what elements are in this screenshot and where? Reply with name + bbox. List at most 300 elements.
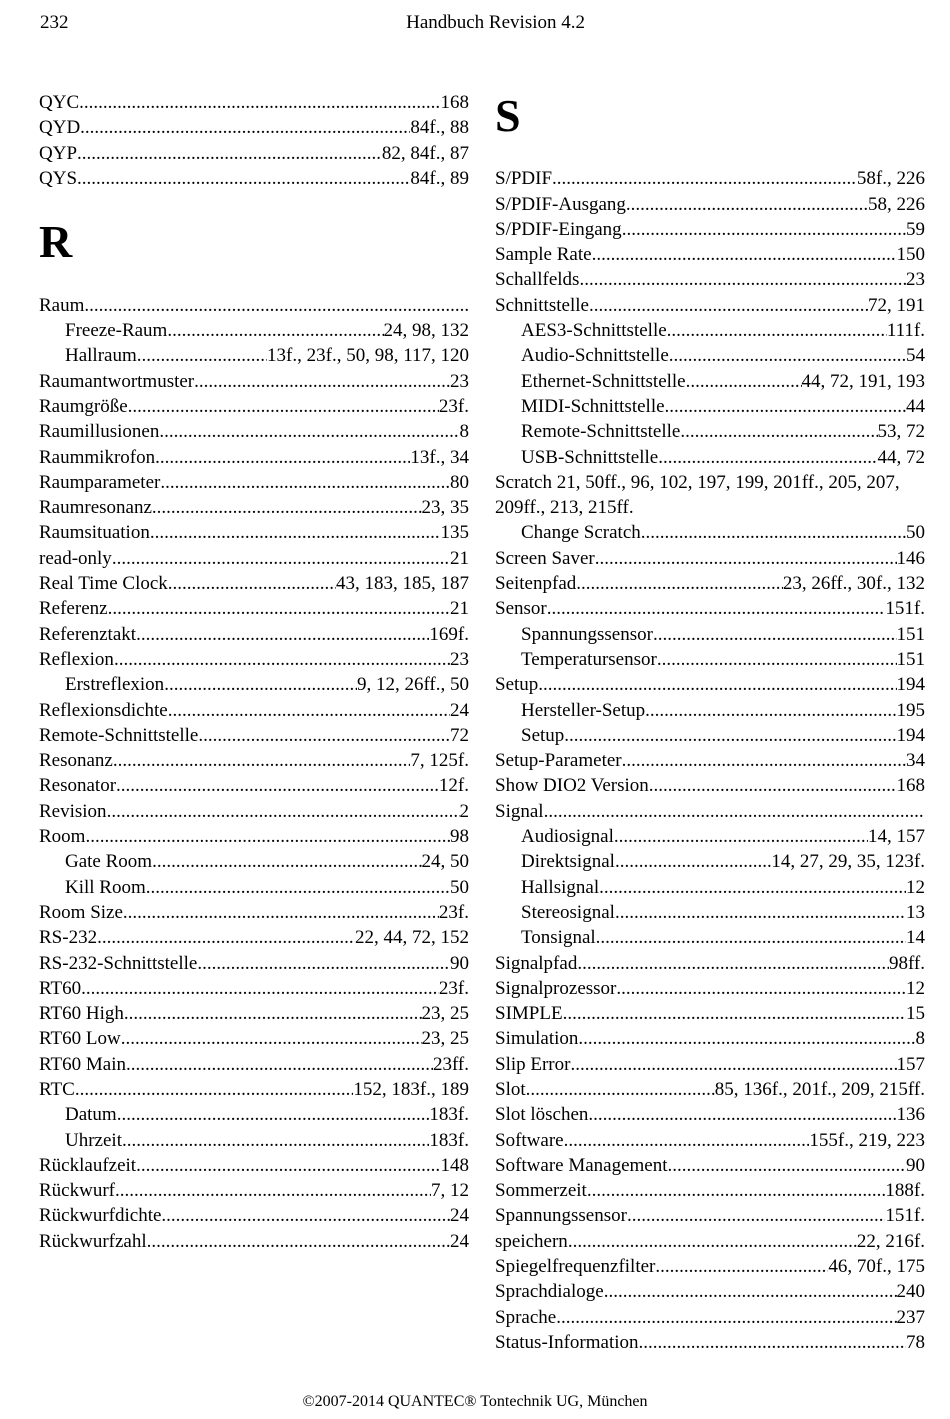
dot-leader: [592, 242, 897, 267]
index-term: Freeze-Raum: [65, 320, 168, 342]
index-entry: [39, 900, 469, 925]
dot-leader: [655, 1254, 828, 1279]
dot-leader: [113, 748, 411, 773]
dot-leader: [626, 192, 868, 217]
index-term: Kill Room: [65, 876, 146, 898]
dot-leader: [84, 293, 469, 318]
dot-leader: [159, 419, 459, 444]
index-term: Rückwurfdichte: [39, 1205, 162, 1227]
index-subentry: [39, 875, 469, 900]
index-entry: [495, 546, 925, 571]
index-entry: [495, 1153, 925, 1178]
index-entry: [495, 951, 925, 976]
index-pages: 183f.: [429, 1129, 469, 1151]
index-pages: 15: [906, 1003, 925, 1025]
index-subentry: [495, 394, 925, 419]
index-term: RS-232: [39, 927, 98, 949]
index-pages: 13f., 23f., 50, 98, 117, 120: [267, 345, 469, 367]
index-pages: 24, 50: [421, 851, 469, 873]
dot-leader: [124, 1001, 422, 1026]
index-term: Ethernet-Schnittstelle: [521, 370, 686, 392]
dot-leader: [114, 647, 450, 672]
index-pages: 9, 12, 26ff., 50: [356, 674, 469, 696]
index-entry: [495, 1279, 925, 1304]
index-pages: 23f.: [438, 977, 469, 999]
index-term: S/PDIF: [495, 168, 553, 190]
index-term: Datum: [65, 1104, 117, 1126]
dot-leader: [126, 1052, 433, 1077]
dot-leader: [578, 1026, 915, 1051]
index-subentry: [495, 647, 925, 672]
index-term: Audiosignal: [521, 826, 614, 848]
index-pages: 12: [906, 876, 925, 898]
dot-leader: [649, 773, 897, 798]
index-pages: 44: [906, 395, 925, 417]
index-entry: [495, 1229, 925, 1254]
index-pages: 148: [440, 1154, 469, 1176]
index-pages: 188f.: [885, 1180, 925, 1202]
index-term: Schnittstelle: [495, 294, 589, 316]
index-pages: 58f., 226: [856, 168, 925, 190]
index-term: Setup: [521, 724, 565, 746]
index-pages: 43, 183, 185, 187: [336, 573, 469, 595]
index-subentry: [495, 318, 925, 343]
index-pages: 12f.: [438, 775, 469, 797]
index-term: Show DIO2 Version: [495, 775, 649, 797]
index-pages: 21: [450, 598, 469, 620]
index-entry: [495, 470, 925, 521]
index-pages: 23, 26ff., 30f., 132: [782, 573, 925, 595]
index-entry: [39, 166, 469, 191]
index-term: Remote-Schnittstelle: [521, 421, 681, 443]
dot-leader: [615, 900, 906, 925]
dot-leader: [570, 1052, 896, 1077]
dot-leader: [563, 1001, 906, 1026]
dot-leader: [77, 166, 410, 191]
dot-leader: [75, 1077, 354, 1102]
index-term: Signal: [495, 800, 544, 822]
index-entry: [39, 1229, 469, 1254]
index-subentry: [39, 1102, 469, 1127]
dot-leader: [194, 369, 450, 394]
index-term: Stereosignal: [521, 901, 615, 923]
index-term: Software: [495, 1129, 564, 1151]
dot-leader: [112, 546, 450, 571]
index-pages: 136: [896, 1104, 925, 1126]
dot-leader: [198, 723, 450, 748]
section-letter-heading: R: [39, 216, 73, 268]
index-entry: [495, 1052, 925, 1077]
index-entry: [39, 1203, 469, 1228]
index-pages: 85, 136f., 201f., 209, 215ff.: [714, 1078, 925, 1100]
index-entry: [39, 698, 469, 723]
index-pages: 90: [450, 952, 469, 974]
dot-leader: [152, 849, 421, 874]
index-term: Software Management: [495, 1154, 668, 1176]
index-entry: [495, 293, 925, 318]
dot-leader: [155, 445, 410, 470]
index-pages: 98ff.: [888, 952, 925, 974]
index-pages: 23f.: [438, 901, 469, 923]
index-pages: 84f., 89: [410, 167, 469, 189]
index-term: Audio-Schnittstelle: [521, 345, 669, 367]
index-term: RTC: [39, 1078, 75, 1100]
index-term: AES3-Schnittstelle: [521, 320, 667, 342]
index-term: Raumresonanz: [39, 497, 152, 519]
dot-leader: [136, 1153, 440, 1178]
index-pages: 14: [906, 927, 925, 949]
index-term: QYD: [39, 117, 81, 139]
index-subentry: [495, 369, 925, 394]
index-term: Scratch: [495, 471, 552, 493]
index-entry: [495, 1254, 925, 1279]
index-entry: [495, 976, 925, 1001]
index-term: Sensor: [495, 598, 547, 620]
index-subentry: [495, 445, 925, 470]
index-pages: 21: [450, 547, 469, 569]
index-pages: 84f., 88: [410, 117, 469, 139]
index-pages: 195: [896, 699, 925, 721]
dot-leader: [665, 394, 906, 419]
index-entry: [39, 571, 469, 596]
index-term: Spannungssensor: [495, 1205, 627, 1227]
index-pages: 8: [915, 1028, 925, 1050]
index-pages: 155f., 219, 223: [809, 1129, 925, 1151]
index-term: Slip Error: [495, 1053, 571, 1075]
index-entry: [39, 951, 469, 976]
index-entry: [39, 470, 469, 495]
index-pages: 146: [896, 547, 925, 569]
index-term: Change Scratch: [521, 522, 641, 544]
index-entry: [39, 647, 469, 672]
index-pages: 22, 44, 72, 152: [355, 927, 469, 949]
index-term: MIDI-Schnittstelle: [521, 395, 665, 417]
index-term: Rückwurf: [39, 1180, 115, 1202]
dot-leader: [115, 1178, 431, 1203]
index-pages: 183f.: [429, 1104, 469, 1126]
index-term: Gate Room: [65, 851, 153, 873]
index-entry: [495, 1102, 925, 1127]
section-spacer: [39, 191, 469, 216]
index-term: USB-Schnittstelle: [521, 446, 659, 468]
index-pages: 151f.: [885, 1205, 925, 1227]
dot-leader: [121, 1026, 422, 1051]
dot-leader: [552, 166, 857, 191]
dot-leader: [77, 141, 382, 166]
index-column-right: [495, 90, 925, 1355]
dot-leader: [526, 1077, 715, 1102]
index-term: S/PDIF-Ausgang: [495, 193, 626, 215]
index-entry: [39, 723, 469, 748]
dot-leader: [579, 267, 906, 292]
index-term: S/PDIF-Eingang: [495, 218, 622, 240]
index-pages: 22, 216f.: [856, 1230, 925, 1252]
dot-leader: [197, 951, 450, 976]
dot-leader: [168, 698, 450, 723]
dot-leader: [117, 1102, 430, 1127]
index-term: Schallfelds: [495, 269, 580, 291]
dot-leader: [669, 343, 906, 368]
index-subentry: [495, 849, 925, 874]
index-pages: 169f.: [429, 623, 469, 645]
index-term: Room: [39, 826, 86, 848]
index-subentry: [39, 672, 469, 697]
index-term: speichern: [495, 1230, 568, 1252]
dot-leader: [622, 748, 906, 773]
section-spacer: [39, 267, 469, 292]
index-term: Raum: [39, 294, 85, 316]
index-term: Hersteller-Setup: [521, 699, 646, 721]
index-term: Referenztakt: [39, 623, 137, 645]
index-entry: [39, 445, 469, 470]
dot-leader: [568, 1229, 857, 1254]
index-entry: [39, 622, 469, 647]
dot-leader: [137, 343, 267, 368]
index-entry: [39, 90, 469, 115]
dot-leader: [85, 824, 450, 849]
dot-leader: [564, 1128, 810, 1153]
index-entry: [39, 976, 469, 1001]
index-pages: 21, 50ff., 96, 102, 197, 199, 201ff., 205, 207, 209ff., 213, 215ff.: [495, 471, 900, 519]
index-entry: [39, 799, 469, 824]
page-footer: ©2007-2014 QUANTEC® Tontechnik UG, München: [302, 1393, 648, 1410]
index-pages: 23, 25: [421, 1003, 469, 1025]
index-entry: [39, 748, 469, 773]
index-term: Spannungssensor: [521, 623, 653, 645]
index-entry: [495, 748, 925, 773]
dot-leader: [547, 596, 886, 621]
index-subentry: [495, 824, 925, 849]
index-term: Raumantwortmuster: [39, 370, 195, 392]
dot-leader: [161, 1203, 450, 1228]
dot-leader: [645, 698, 896, 723]
index-subentry: [495, 925, 925, 950]
dot-leader: [653, 622, 897, 647]
index-term: Spiegelfrequenzfilter: [495, 1256, 656, 1278]
index-pages: 23: [450, 370, 469, 392]
index-entry: [495, 571, 925, 596]
dot-leader: [164, 672, 357, 697]
index-entry: [495, 267, 925, 292]
index-entry: [495, 1305, 925, 1330]
index-pages: 2: [459, 800, 469, 822]
index-pages: 24: [450, 699, 469, 721]
dot-leader: [588, 1102, 896, 1127]
index-entry: [39, 773, 469, 798]
index-pages: 44, 72, 191, 193: [801, 370, 925, 392]
index-term: read-only: [39, 547, 112, 569]
index-pages: 59: [906, 218, 925, 240]
dot-leader: [122, 1128, 429, 1153]
index-entry: [495, 1178, 925, 1203]
dot-leader: [615, 849, 771, 874]
index-term: Setup: [495, 674, 539, 696]
index-term: QYP: [39, 142, 78, 164]
index-term: Raumgröße: [39, 395, 128, 417]
index-term: Raumillusionen: [39, 421, 160, 443]
index-pages: 34: [906, 750, 925, 772]
index-entry: [39, 546, 469, 571]
index-term: Direktsignal: [521, 851, 615, 873]
index-term: Seitenpfad: [495, 573, 577, 595]
dot-leader: [108, 596, 450, 621]
index-entry: [39, 141, 469, 166]
dot-leader: [167, 318, 383, 343]
index-entry: [39, 520, 469, 545]
index-term: Referenz: [39, 598, 108, 620]
index-pages: 54: [906, 345, 925, 367]
index-entry: [39, 596, 469, 621]
index-pages: 150: [896, 244, 925, 266]
index-term: Reflexion: [39, 648, 114, 670]
index-pages: 80: [450, 471, 469, 493]
dot-leader: [116, 773, 439, 798]
index-pages: 8: [459, 421, 469, 443]
index-pages: 23: [906, 269, 925, 291]
dot-leader: [587, 1178, 886, 1203]
dot-leader: [680, 419, 877, 444]
index-pages: 24, 98, 132: [383, 320, 469, 342]
index-entry: [39, 1178, 469, 1203]
index-entry: [39, 1077, 469, 1102]
index-term: Resonator: [39, 775, 117, 797]
index-entry: [495, 1026, 925, 1051]
index-subentry: [495, 520, 925, 545]
index-subentry: [495, 622, 925, 647]
page-number: 232: [40, 12, 69, 33]
index-term: Status-Information: [495, 1331, 639, 1353]
index-pages: 151: [896, 623, 925, 645]
index-term: Rückwurfzahl: [39, 1230, 147, 1252]
index-pages: 72, 191: [868, 294, 925, 316]
index-term: Raumsituation: [39, 522, 150, 544]
index-term: Raumparameter: [39, 471, 161, 493]
index-subentry: [39, 1128, 469, 1153]
index-subentry: [495, 419, 925, 444]
dot-leader: [160, 470, 450, 495]
index-term: Signalpfad: [495, 952, 578, 974]
index-pages: 90: [906, 1154, 925, 1176]
index-pages: 24: [450, 1230, 469, 1252]
index-pages: 135: [440, 522, 469, 544]
index-term: Sommerzeit: [495, 1180, 587, 1202]
index-term: Sprachdialoge: [495, 1281, 604, 1303]
index-term: Sample Rate: [495, 244, 592, 266]
dot-leader: [544, 799, 925, 824]
index-entry: [495, 1001, 925, 1026]
index-pages: 23, 35: [421, 497, 469, 519]
index-term: Tonsignal: [521, 927, 596, 949]
index-entry: [39, 925, 469, 950]
index-subentry: [39, 318, 469, 343]
index-pages: 23: [450, 648, 469, 670]
index-entry: [495, 242, 925, 267]
index-term: Simulation: [495, 1028, 579, 1050]
page-header: [40, 8, 585, 38]
dot-leader: [150, 520, 441, 545]
index-pages: 72: [450, 724, 469, 746]
index-pages: 12: [906, 977, 925, 999]
index-pages: 13: [906, 901, 925, 923]
index-entry: [39, 419, 469, 444]
index-entry: [495, 1330, 925, 1355]
index-term: Revision: [39, 800, 107, 822]
index-entry: [495, 672, 925, 697]
dot-leader: [604, 1279, 897, 1304]
index-term: Raummikrofon: [39, 446, 156, 468]
index-pages: 240: [896, 1281, 925, 1303]
dot-leader: [639, 1330, 906, 1355]
index-term: Setup-Parameter: [495, 750, 622, 772]
index-pages: 13f., 34: [410, 446, 469, 468]
index-term: Real Time Clock: [39, 573, 168, 595]
dot-leader: [668, 1153, 906, 1178]
index-entry: [495, 799, 925, 824]
dot-leader: [616, 976, 906, 1001]
index-pages: 14, 157: [868, 826, 925, 848]
dot-leader: [614, 824, 868, 849]
index-pages: 50: [906, 522, 925, 544]
dot-leader: [658, 445, 877, 470]
index-pages: 111f.: [886, 320, 925, 342]
index-term: RT60 Main: [39, 1053, 126, 1075]
dot-leader: [627, 1203, 885, 1228]
index-pages: 23f.: [438, 395, 469, 417]
index-term: Rücklaufzeit: [39, 1154, 137, 1176]
index-entry: [39, 1001, 469, 1026]
index-pages: 152, 183f., 189: [353, 1078, 469, 1100]
index-pages: 82, 84f., 87: [381, 142, 469, 164]
index-entry: [39, 824, 469, 849]
dot-leader: [97, 925, 355, 950]
index-term: Remote-Schnittstelle: [39, 724, 199, 746]
dot-leader: [556, 1305, 896, 1330]
index-term: Screen Saver: [495, 547, 595, 569]
index-column-left: [39, 90, 469, 1254]
index-entry: [495, 217, 925, 242]
index-subentry: [495, 698, 925, 723]
index-pages: 7, 12: [431, 1180, 469, 1202]
index-entry: [39, 495, 469, 520]
index-pages: 53, 72: [877, 421, 925, 443]
index-term: Signalprozessor: [495, 977, 617, 999]
dot-leader: [80, 115, 410, 140]
index-pages: 194: [896, 674, 925, 696]
index-term: Slot löschen: [495, 1104, 589, 1126]
index-pages: 194: [896, 724, 925, 746]
index-pages: 58, 226: [868, 193, 925, 215]
index-pages: 50: [450, 876, 469, 898]
index-entry: [39, 1026, 469, 1051]
index-pages: 151: [896, 648, 925, 670]
index-term: Uhrzeit: [65, 1129, 122, 1151]
index-term: Erstreflexion: [65, 674, 165, 696]
index-pages: 46, 70f., 175: [828, 1256, 925, 1278]
index-entry: [495, 1077, 925, 1102]
index-pages: 151f.: [885, 598, 925, 620]
index-pages: 44, 72: [877, 446, 925, 468]
index-pages: 98: [450, 826, 469, 848]
dot-leader: [146, 875, 450, 900]
index-subentry: [495, 343, 925, 368]
dot-leader: [576, 571, 783, 596]
index-entry: [39, 1153, 469, 1178]
index-pages: 157: [896, 1053, 925, 1075]
dot-leader: [107, 799, 460, 824]
document-title: Handbuch Revision 4.2: [406, 12, 585, 33]
dot-leader: [641, 520, 906, 545]
index-term: RS-232-Schnittstelle: [39, 952, 198, 974]
